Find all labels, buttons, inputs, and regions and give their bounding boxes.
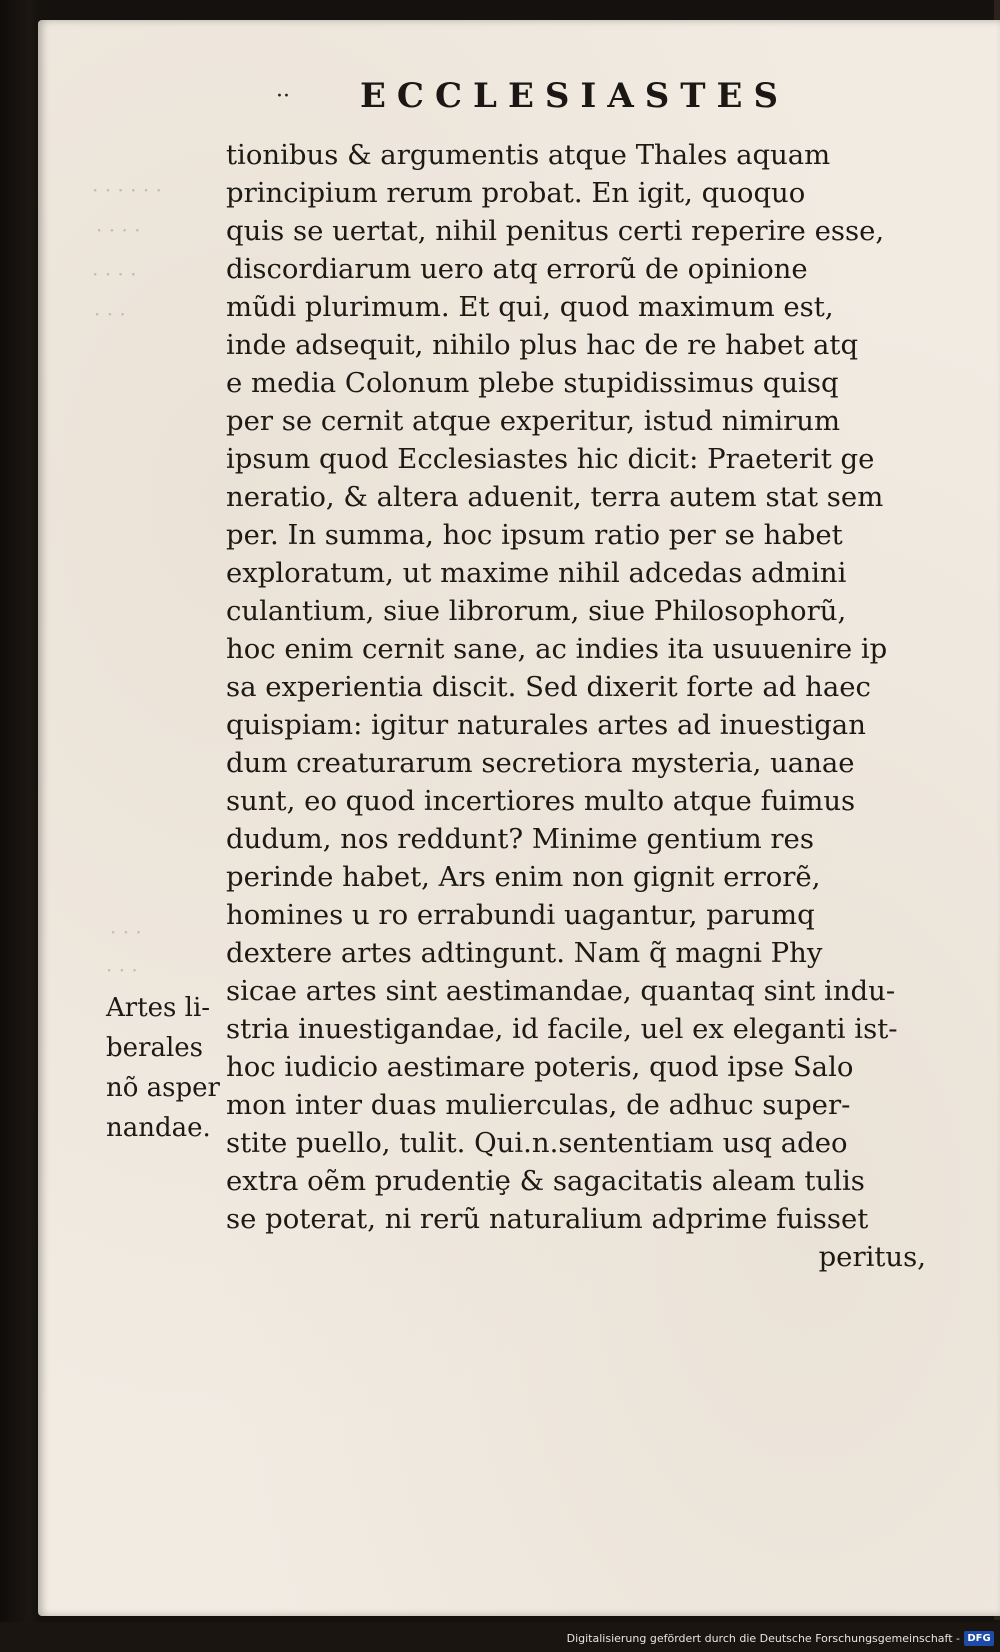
text-line: neratio, & altera aduenit, terra autem stat sem <box>226 481 884 513</box>
text-line: hoc enim cernit sane, ac indies ita usuuenire ip <box>226 633 888 665</box>
text-line: quispiam: igitur naturales artes ad inuestigan <box>226 709 866 741</box>
marginal-note-line: nandae. <box>106 1113 211 1143</box>
marginal-note-line: berales <box>106 1033 204 1063</box>
text-line: hoc iudicio aestimare poteris, quod ipse Salo <box>226 1051 854 1083</box>
show-through-mark: · · · · <box>92 262 137 286</box>
text-line: sunt, eo quod incertiores multo atque fuimus <box>226 785 856 817</box>
funding-credit: Digitalisierung gefördert durch die Deutsche Forschungsgemeinschaft - <box>566 1632 960 1645</box>
digitization-footer <box>0 1622 1000 1652</box>
page-header <box>0 76 1000 126</box>
text-line: principium rerum probat. En igit, quoquo <box>226 177 806 209</box>
text-line: sicae artes sint aestimandae, quantaq sint indu- <box>226 975 896 1007</box>
text-line: e media Colonum plebe stupidissimus quisq <box>226 367 839 399</box>
text-line: dextere artes adtingunt. Nam q̃ magni Phy <box>226 937 823 969</box>
show-through-mark: · · · <box>110 920 142 944</box>
text-line: per se cernit atque experitur, istud nimirum <box>226 405 841 437</box>
show-through-mark: · · · <box>94 302 126 326</box>
marginal-note <box>106 988 220 1148</box>
text-line: stria inuestigandae, id facile, uel ex eleganti ist- <box>226 1013 898 1045</box>
text-line: dudum, nos reddunt? Minime gentium res <box>226 823 814 855</box>
marginal-note-line: nõ asper <box>106 1073 220 1103</box>
text-line: ipsum quod Ecclesiastes hic dicit: Praeterit ge <box>226 443 875 475</box>
marginal-note-line: Artes li- <box>106 993 211 1023</box>
text-line: stite puello, tulit. Qui.n.sententiam usq adeo <box>226 1127 848 1159</box>
catchword: peritus, <box>818 1241 926 1273</box>
text-line: quis se uertat, nihil penitus certi reperire esse, <box>226 215 885 247</box>
text-line: se poterat, ni rerũ naturalium adprime fuisset <box>226 1203 869 1235</box>
text-line: homines u ro errabundi uagantur, parumq <box>226 899 815 931</box>
text-line: inde adsequit, nihilo plus hac de re habet atq <box>226 329 859 361</box>
text-line: discordiarum uero atq errorũ de opinione <box>226 253 808 285</box>
text-line: exploratum, ut maxime nihil adcedas admini <box>226 557 847 589</box>
text-line: mon inter duas mulierculas, de adhuc super- <box>226 1089 851 1121</box>
show-through-mark: · · · · <box>96 218 141 242</box>
show-through-mark: · · · · · · <box>92 178 162 202</box>
show-through-mark: · · · <box>106 958 138 982</box>
dfg-logo: DFG <box>964 1631 994 1646</box>
running-head: ECCLESIASTES <box>360 76 790 116</box>
text-line: culantium, siue librorum, siue Philosophorũ, <box>226 595 847 627</box>
text-line: extra oẽm prudentiȩ & sagacitatis aleam tulis <box>226 1165 865 1197</box>
text-line: dum creaturarum secretiora mysteria, uanae <box>226 747 855 779</box>
text-line: tionibus & argumentis atque Thales aquam <box>226 139 831 171</box>
text-line: per. In summa, hoc ipsum ratio per se habet <box>226 519 843 551</box>
text-line: mũdi plurimum. Et qui, quod maximum est, <box>226 291 834 323</box>
body-text <box>226 136 926 1276</box>
text-line: sa experientia discit. Sed dixerit forte ad haec <box>226 671 871 703</box>
folio-mark: ·· <box>276 84 290 109</box>
text-line: perinde habet, Ars enim non gignit errorẽ, <box>226 861 821 893</box>
